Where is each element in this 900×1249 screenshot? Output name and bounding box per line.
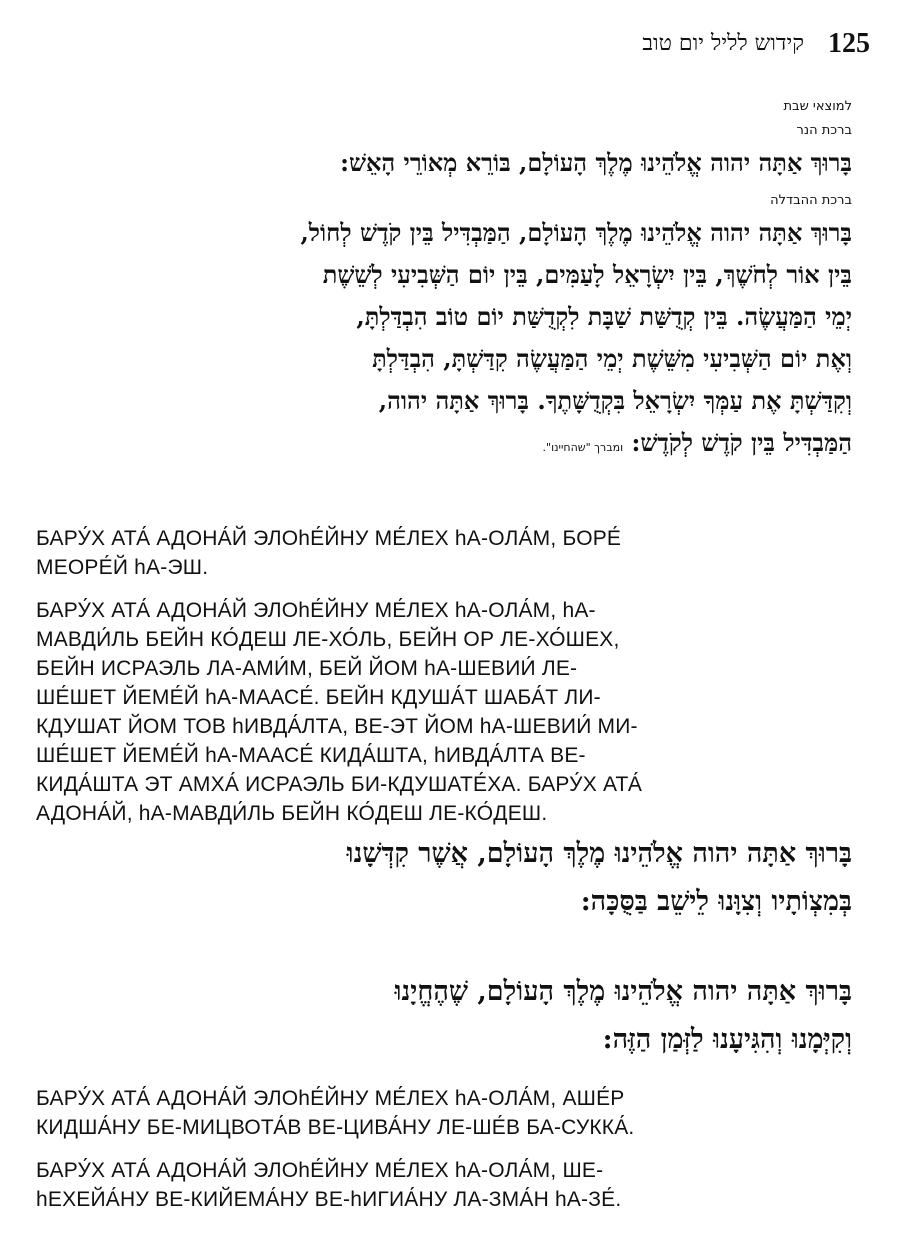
havdalah-transliteration-line: ШЕ́ШЕТ ЙЕМЕ́Й hА-МААСЕ́. БЕЙН КДУША́Т ШАБА́Т ЛИ- — [36, 686, 601, 709]
sukkah-line: בְּמִצְוֹתָיו וְצִוָּנוּ לֵישֵׁב בַּסֻּכָּה: — [580, 886, 852, 917]
havdalah-line: יְמֵי הַמַּעֲשֶׂה. בֵּין קְדֻשַּׁת שַׁבָּת לִקְדֻשַּׁת יוֹם טוֹב הִבְדַּלְתָּ, — [356, 302, 852, 331]
candle-transliteration-line: МЕОРЕ́Й hА-ЭШ. — [36, 556, 209, 579]
havdalah-blessing-label: ברכת ההבדלה — [770, 193, 852, 208]
havdalah-section — [32, 98, 852, 469]
havdalah-transliteration-line: КИДА́ШТА ЭТ АМХА́ ИСРАЭЛЬ БИ-КДУШАТЕ́ХА. БАРУ́Х АТА́ — [36, 773, 643, 796]
sukkah-transliteration-line: КИДША́НУ БЕ-МИЦВОТА́В ВЕ-ЦИВА́НУ ЛЕ-ШЕ́В БА-СУККА́. — [36, 1116, 635, 1139]
havdalah-transliteration — [36, 524, 716, 828]
candle-blessing-line: בָּרוּךְ אַתָּה יהוה אֱלֹהֵינוּ מֶלֶךְ הָעוֹלָם, בּוֹרֵא מְאוֹרֵי הָאֵשׁ: — [340, 148, 852, 177]
havdalah-line: בָּרוּךְ אַתָּה יהוה אֱלֹהֵינוּ מֶלֶךְ הָעוֹלָם, הַמַּבְדִּיל בֵּין קֹדֶשׁ לְחוֹל, — [300, 218, 852, 247]
page-number: 125 — [828, 28, 870, 59]
running-title: קידוש לליל יום טוב — [642, 31, 804, 56]
sukkah-line: בָּרוּךְ אַתָּה יהוה אֱלֹהֵינוּ מֶלֶךְ הָעוֹלָם, אֲשֶׁר קִדְּשָׁנוּ — [346, 838, 852, 869]
havdalah-line: וְאֶת יוֹם הַשְּׁבִיעִי מִשֵּׁשֶׁת יְמֵי הַמַּעֲשֶׂה קִדַּשְׁתָּ, הִבְדַּלְתָּ — [372, 344, 852, 373]
shehecheyanu-instruction: ומברך "שהחיינו". — [542, 441, 624, 454]
shehecheyanu-hebrew — [32, 968, 852, 1064]
havdalah-transliteration-line: КДУШАТ ЙОМ ТОВ hИВДА́ЛТА, ВЕ-ЭТ ЙОМ hА-ШЕВИИ́ МИ- — [36, 715, 638, 738]
page-header — [520, 26, 870, 66]
havdalah-transliteration-line: АДОНА́Й, hА-МАВДИ́ЛЬ БЕЙН КО́ДЕШ ЛЕ-КО́ДЕШ. — [36, 802, 548, 825]
sukkah-blessing-hebrew — [32, 830, 852, 926]
havdalah-line: בֵּין אוֹר לְחֹשֶׁךְ, בֵּין יִשְׂרָאֵל לָעַמִּים, בֵּין יוֹם הַשְּׁבִיעִי לְשֵׁשֶׁת — [322, 260, 852, 289]
havdalah-transliteration-line: БЕЙН ИСРАЭЛЬ ЛА-АМИ́М, БЕЙ ЙОМ hА-ШЕВИИ́ ЛЕ- — [36, 657, 578, 680]
havdalah-line-final — [32, 422, 852, 469]
havdalah-transliteration-line: БАРУ́Х АТА́ АДОНА́Й ЭЛОhЕ́ЙНУ МЕ́ЛЕХ hА-ОЛА́М, hА- — [36, 599, 596, 622]
shehecheyanu-transliteration-line: hЕХЕЙА́НУ ВЕ-КИЙЕМА́НУ ВЕ-hИГИА́НУ ЛА-ЗМА́Н hА-ЗЕ́. — [36, 1188, 622, 1211]
havdalah-closing-text: הַמַּבְדִּיל בֵּין קֹדֶשׁ לְקֹדֶשׁ: — [631, 428, 852, 457]
shehecheyanu-transliteration-line: БАРУ́Х АТА́ АДОНА́Й ЭЛОhЕ́ЙНУ МЕ́ЛЕХ hА-ОЛА́М, ШЕ- — [36, 1159, 604, 1182]
havdalah-line: וְקִדַּשְׁתָּ אֶת עַמְּךָ יִשְׂרָאֵל בִּקְדֻשָּׁתֶךָ. בָּרוּךְ אַתָּה יהוה, — [378, 386, 852, 415]
havdalah-transliteration-line: МАВДИ́ЛЬ БЕЙН КО́ДЕШ ЛЕ-ХО́ЛЬ, БЕЙН ОР ЛЕ-ХО́ШЕХ, — [36, 628, 620, 651]
shehecheyanu-line: בָּרוּךְ אַתָּה יהוה אֱלֹהֵינוּ מֶלֶךְ הָעוֹלָם, שֶׁהֶחֱיָנוּ — [394, 976, 852, 1007]
havdalah-transliteration-line: ШЕ́ШЕТ ЙЕМЕ́Й hА-МААСЕ́ КИДА́ШТА, hИВДА́ЛТА ВЕ- — [36, 744, 586, 767]
final-transliteration — [36, 1084, 716, 1214]
havdalah-blessing-hebrew — [32, 212, 852, 469]
sukkah-transliteration-line: БАРУ́Х АТА́ АДОНА́Й ЭЛОhЕ́ЙНУ МЕ́ЛЕХ hА-ОЛА́М, АШЕ́Р — [36, 1087, 625, 1110]
shehecheyanu-line: וְקִיְּמָנוּ וְהִגִּיעָנוּ לַזְּמַן הַזֶּה: — [602, 1024, 852, 1055]
candle-blessing-label: ברכת הנר — [796, 123, 852, 138]
candle-blessing-hebrew — [32, 142, 852, 184]
saturday-night-label: למוצאי שבת — [783, 99, 852, 114]
candle-transliteration-line: БАРУ́Х АТА́ АДОНА́Й ЭЛОhЕ́ЙНУ МЕ́ЛЕХ hА-ОЛА́М, БОРЕ́ — [36, 527, 622, 550]
